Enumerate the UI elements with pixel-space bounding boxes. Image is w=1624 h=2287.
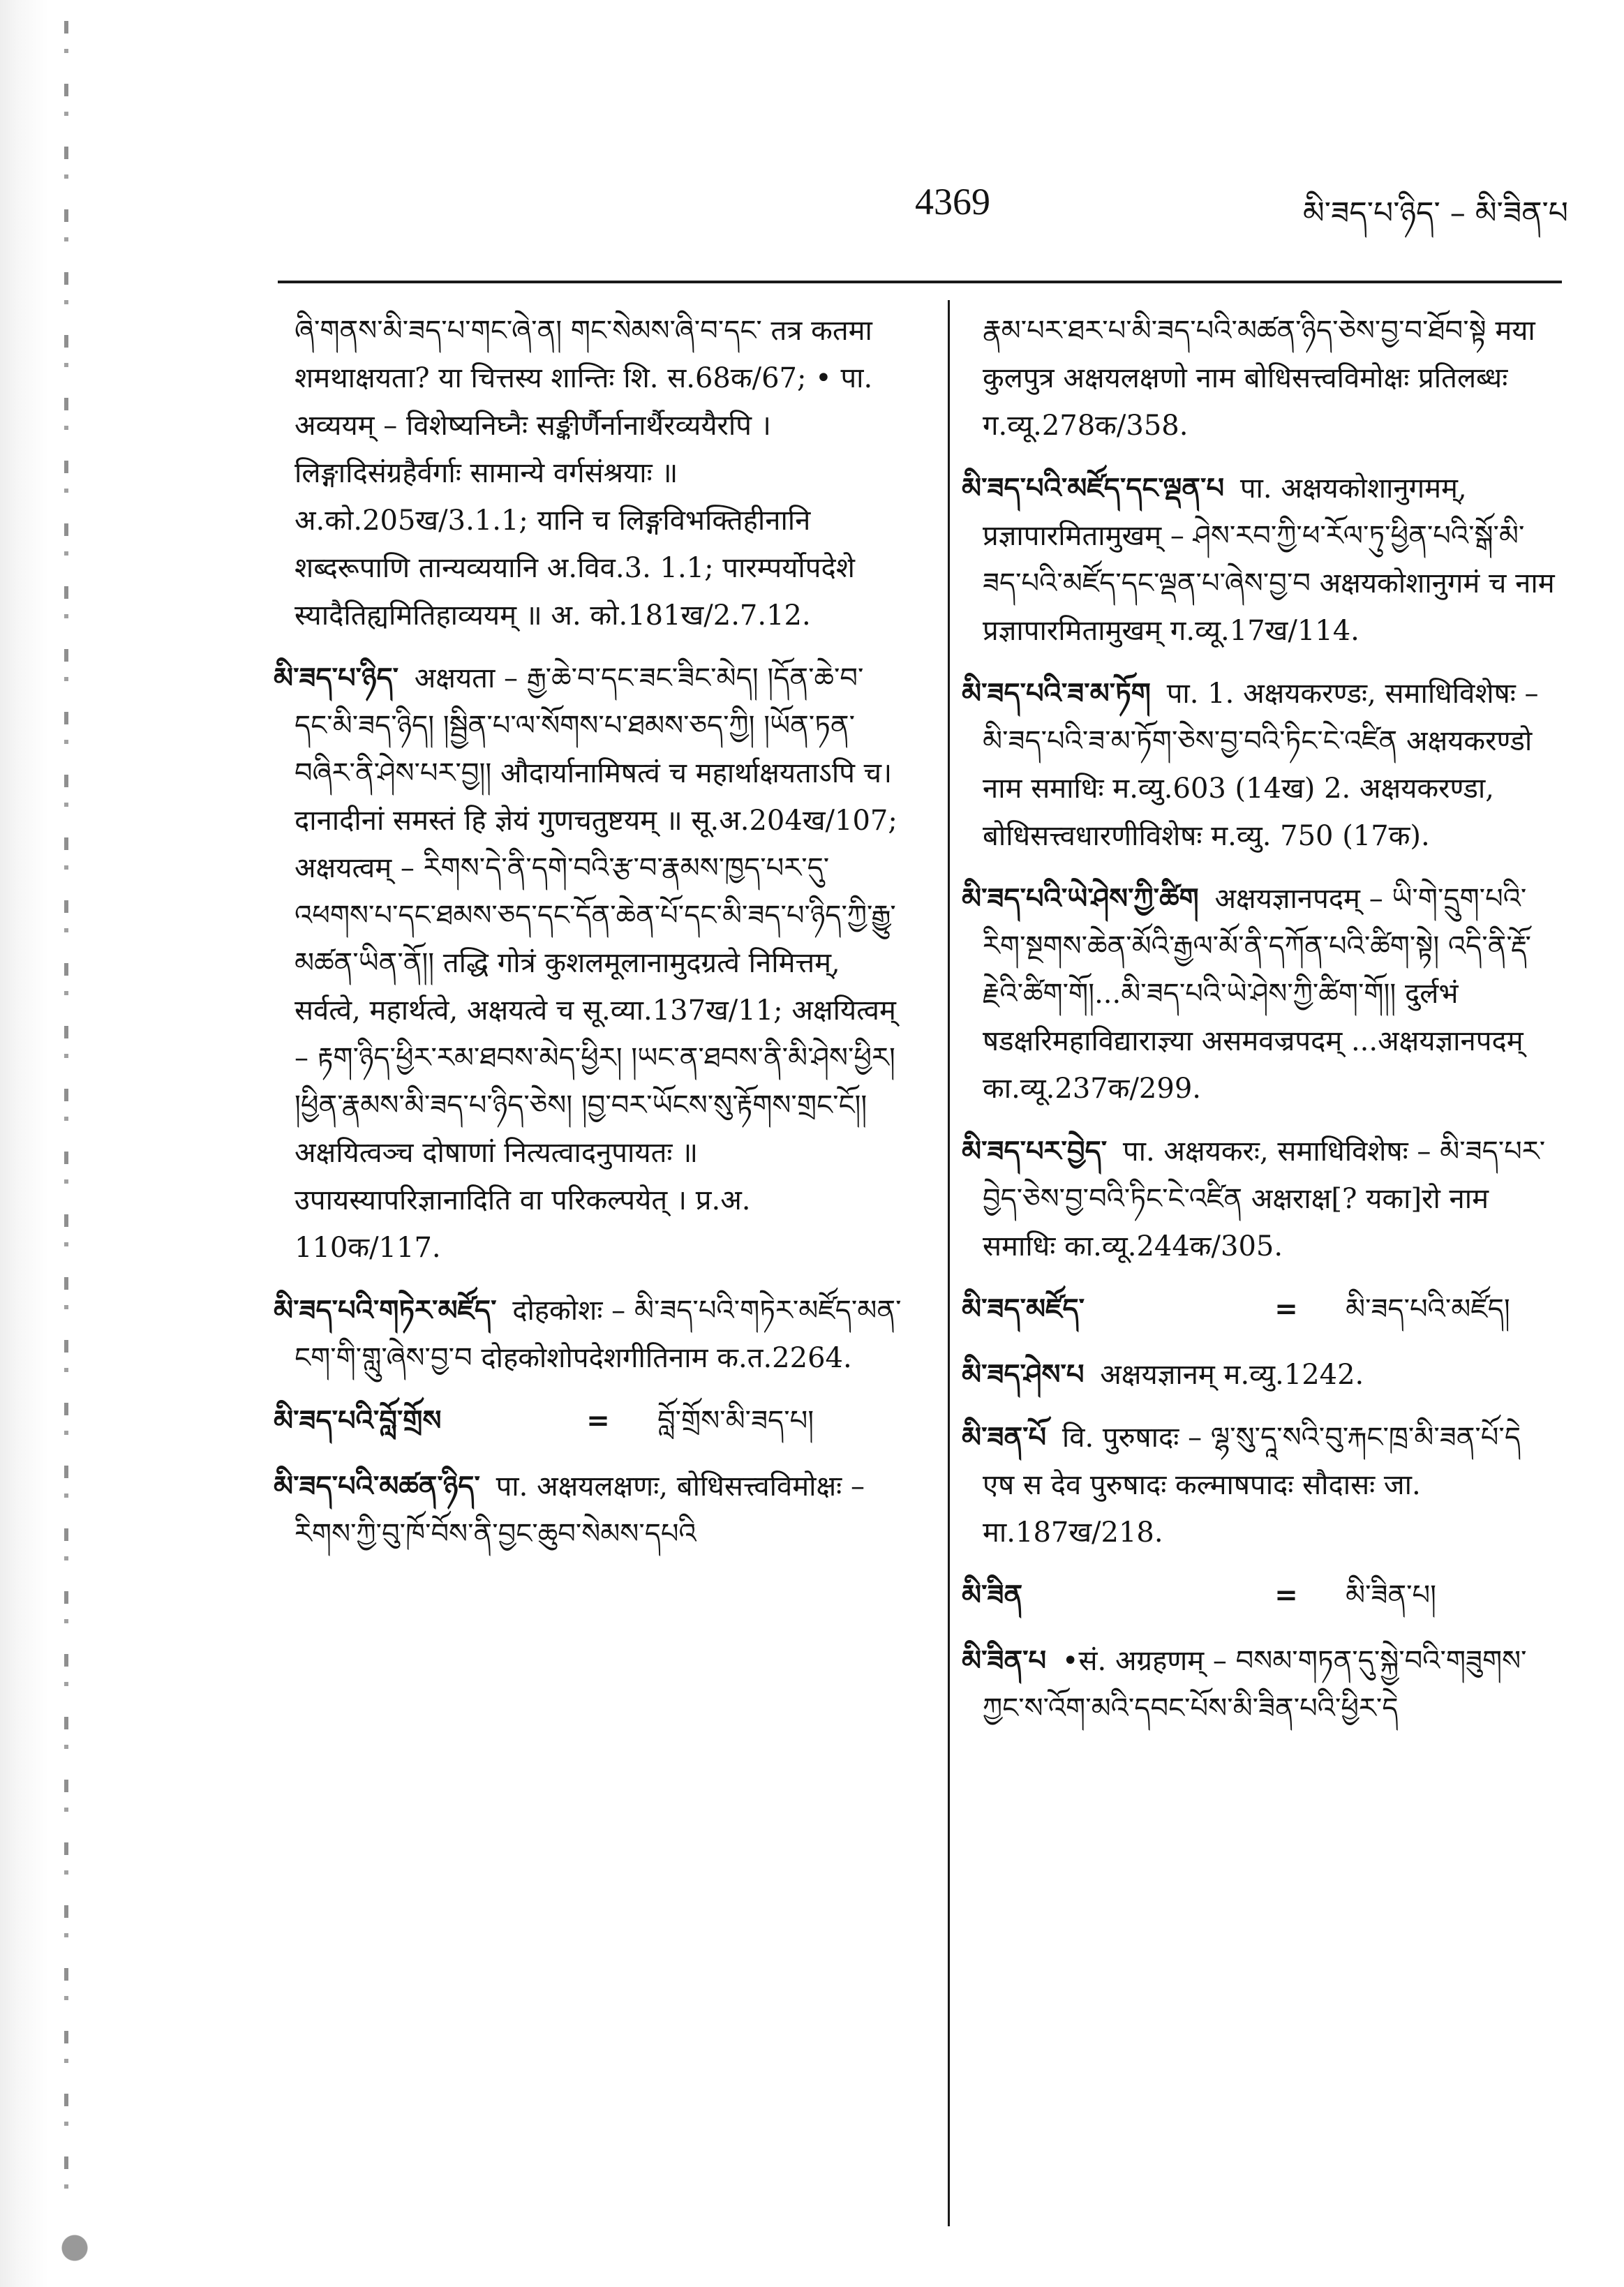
dictionary-entry (962, 875, 1560, 1112)
entry-headword: མི་ཟད་ཤེས་པ (962, 1358, 1085, 1391)
dictionary-entry (962, 1414, 1560, 1556)
entry-headword: མི་ཟད་པར་བྱེད་ (962, 1135, 1108, 1168)
entry-headword: མི་ཟད་པའི་ཟ་མ་ཏོག (962, 677, 1151, 710)
cross-reference-entry (962, 1286, 1560, 1333)
cross-reference-target: བློ་གྲོས་མི་ཟད་པ། (657, 1405, 814, 1437)
entry-text: अक्षयज्ञानपदम् – ཡི་གེ་དྲུག་པའི་རིག་སྔགས་ཆེན་མོའི་རྒྱལ་མོ་ནི་དཀོན་པའི་ཚིག་སྟེ། འདི་ནི་རྡོ་རྗེའི་ཚིག་གོ།...མི་ཟད་པའི་ཡེ་ཤེས་ཀྱི་ཚིག་གོ།། दुर्लभं षडक्षरिमहाविद्याराज्ञ्या असमवज्रपदम् ...अक्षयज्ञानपदम् का.व्यू.237क/299. (983, 883, 1531, 1105)
equals-sign: = (586, 1404, 610, 1437)
entry-headword: མི་ཟད་པའི་བློ་གྲོས (274, 1404, 442, 1437)
entry-headword: མི་ཟིན (962, 1579, 1023, 1611)
entry-text: རྣམ་པར་ཐར་པ་མི་ཟད་པའི་མཚན་ཉིད་ཅེས་བྱ་བ་ཐོབ་སྟེ मया कुलपुत्र अक्षयलक्षणो नाम बोधिसत्त्वविमोक्षः प्रतिलब्धः ग.व्यू.278क/358. (983, 315, 1535, 442)
entry-headword: མི་ཟད་པའི་གཏེར་མཛོད་ (274, 1294, 497, 1327)
cross-reference-target: མི་ཟིན་པ། (1346, 1579, 1437, 1611)
dictionary-entry (274, 1287, 902, 1382)
book-binding-edge (0, 0, 49, 2287)
entry-headword: མི་ཟན་པོ (962, 1421, 1047, 1454)
left-column (274, 307, 902, 1573)
dictionary-entry (962, 670, 1560, 860)
header-rule (278, 281, 1562, 283)
entry-headword: མི་ཟད་པ་ཉིད་ (274, 662, 398, 694)
dictionary-entry (274, 307, 902, 639)
entry-text: दोहकोशः – མི་ཟད་པའི་གཏེར་མཛོད་མན་ངག་གི་གླུ་ཞེས་བྱ་བ दोहकोशोपदेशगीतिनाम क.त.2264. (295, 1295, 902, 1374)
entry-text: ཞི་གནས་མི་ཟད་པ་གང་ཞེ་ན། གང་སེམས་ཞི་བ་དང་ तत्र कतमा शमथाक्षयता? या चित्तस्य शान्तिः शि. स.68क/67; • पा. अव्ययम् – विशेष्यनिघ्नैः सङ्कीर्णैर्नानार्थैरव्ययैरपि । लिङ्गादिसंग्रहैर्वर्गाः सामान्ये वर्गसंश्रयाः ॥ अ.को.205ख/3.1.1; यानि च लिङ्गविभक्तिहीनानि शब्दरूपाणि तान्यव्ययानि अ.विव.3. 1.1; पारम्पर्योपदेशे स्यादैतिह्यमितिहाव्ययम् ॥ अ. को.181ख/2.7.12. (295, 315, 873, 632)
entry-text: वि. पुरुषादः – ལྷ་སུ་དཱ་སའི་བུ་རྐང་ཁྲ་མི་ཟན་པོ་དེ एष स देव पुरुषादः कल्माषपादः सौदासः जा. मा.187ख/218. (983, 1422, 1521, 1549)
entry-headword: མི་ཟིན་པ (962, 1644, 1047, 1677)
dictionary-entry (962, 1637, 1560, 1732)
right-column (962, 307, 1560, 1748)
cross-reference-entry (962, 1572, 1560, 1619)
dictionary-entry (274, 1463, 902, 1558)
equals-sign: = (1274, 1293, 1298, 1325)
dictionary-entry (962, 307, 1560, 449)
entry-headword: མི་ཟད་པའི་མཚན་ཉིད་ (274, 1470, 480, 1503)
scan-artifact (60, 2223, 109, 2265)
cross-reference-entry (274, 1397, 902, 1445)
entry-text: अक्षयता – རྒྱ་ཆེ་བ་དང་ཟང་ཟིང་མེད། །དོན་ཆེ་བ་དང་མི་ཟད་ཉིད། །སྦྱིན་པ་ལ་སོགས་པ་ཐམས་ཅད་ཀྱི། །ཡོན་ཏན་བཞིར་ནི་ཤེས་པར་བྱ།། औदार्यानामिषत्वं च महार्थाक्षयताऽपि च। दानादीनां समस्तं हि ज्ञेयं गुणचतुष्टयम् ॥ सू.अ.204ख/107; अक्षयत्वम् – རིགས་དེ་ནི་དགེ་བའི་རྩ་བ་རྣམས་ཁྱད་པར་དུ་འཕགས་པ་དང་ཐམས་ཅད་དང་དོན་ཆེན་པོ་དང་མི་ཟད་པ་ཉིད་ཀྱི་རྒྱུ་མཚན་ཡིན་ནོ།། तद्धि गोत्रं कुशलमूलानामुदग्रत्वे निमित्तम्, सर्वत्वे, महार्थत्वे, अक्षयत्वे च सू.व्या.137ख/11; अक्षयित्वम् – རྟག་ཉིད་ཕྱིར་རམ་ཐབས་མེད་ཕྱིར། །ཡང་ན་ཐབས་ནི་མི་ཤེས་ཕྱིར། །ཕྱིན་རྣམས་མི་ཟད་པ་ཉིད་ཅེས། །བྱ་བར་ཡོངས་སུ་རྟོགས་གྲང་ངོ།། अक्षयित्वञ्च दोषाणां नित्यत्वादनुपायतः ॥ उपायस्यापरिज्ञानादिति वा परिकल्पयेत् । प्र.अ. 110क/117. (295, 662, 897, 1264)
cross-reference-target: མི་ཟད་པའི་མཛོད། (1346, 1293, 1510, 1325)
entry-text: पा. 1. अक्षयकरण्डः, समाधिविशेषः – མི་ཟད་པའི་ཟ་མ་ཏོག་ཅེས་བྱ་བའི་ཏིང་ངེ་འཛིན अक्षयकरण्डो नाम समाधिः म.व्यु.603 (14ख) 2. अक्षयकरण्डा, बोधिसत्त्वधारणीविशेषः म.व्यु. 750 (17क). (983, 678, 1539, 852)
entry-text: पा. अक्षयलक्षणः, बोधिसत्त्वविमोक्षः – རིགས་ཀྱི་བུ་ཁོ་བོས་ནི་བྱང་ཆུབ་སེམས་དཔའི (295, 1470, 865, 1550)
entry-headword: མི་ཟད་མཛོད་ (962, 1293, 1085, 1325)
dictionary-entry (962, 1351, 1560, 1399)
entry-headword: མི་ཟད་པའི་ཡེ་ཤེས་ཀྱི་ཚིག (962, 882, 1199, 915)
dictionary-entry (962, 465, 1560, 655)
entry-text: •सं. अग्रहणम् – བསམ་གཏན་དུ་སྐྱེ་བའི་གཟུགས་ཀྱང་ས་འོག་མའི་དབང་པོས་མི་ཟིན་པའི་ཕྱིར་དེ (983, 1645, 1527, 1724)
equals-sign: = (1274, 1579, 1298, 1611)
dictionary-entry (962, 1128, 1560, 1270)
running-head: མི་ཟད་པ་ཉིད་ – མི་ཟིན་པ (1302, 195, 1568, 231)
entry-headword: མི་ཟད་པའི་མཛོད་དང་ལྡན་པ (962, 472, 1225, 505)
entry-text: पा. अक्षयकरः, समाधिविशेषः – མི་ཟད་པར་བྱེད་ཅེས་བྱ་བའི་ཏིང་ངེ་འཛིན अक्षराक्ष[? यका]रो नाम समाधिः का.व्यू.244क/305. (983, 1135, 1546, 1262)
column-divider (948, 300, 950, 2226)
entry-text: अक्षयज्ञानम् म.व्यु.1242. (1100, 1359, 1364, 1391)
entry-text: पा. अक्षयकोशानुगमम्, प्रज्ञापारमितामुखम् – ཤེས་རབ་ཀྱི་ཕ་རོལ་ཏུ་ཕྱིན་པའི་སྒོ་མི་ཟད་པའི་མཛོད་དང་ལྡན་པ་ཞེས་བྱ་བ अक्षयकोशानुगमं च नाम प्रज्ञापारमितामुखम् ग.व्यू.17ख/114. (983, 472, 1555, 647)
page-number: 4369 (915, 181, 990, 223)
dictionary-entry (274, 655, 902, 1272)
